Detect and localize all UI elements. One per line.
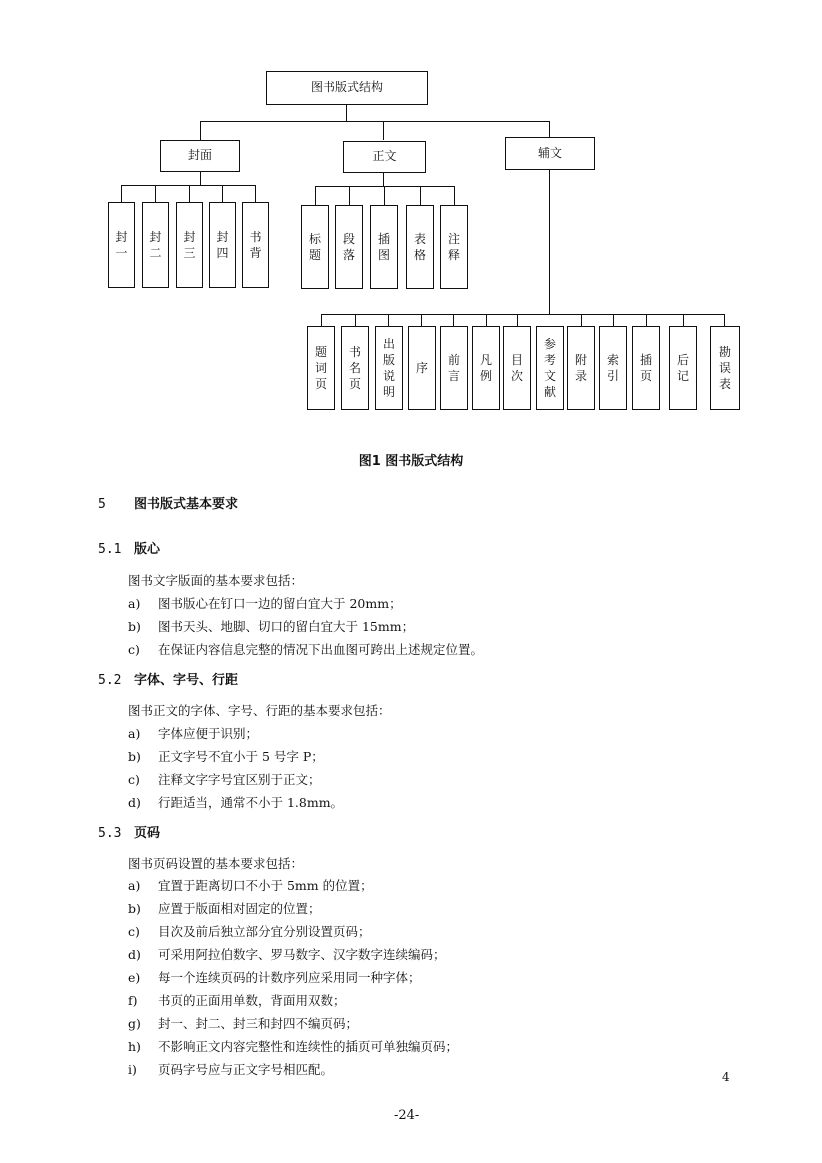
stacked-label: 封四 (216, 230, 229, 260)
list-marker: g) (128, 1016, 141, 1031)
list-item-text: 注释文字字号宜区别于正文； (158, 772, 321, 787)
diagram-node-body: 正文 (343, 141, 426, 173)
list-item (128, 876, 373, 894)
list-marker: a) (128, 726, 141, 741)
list-item-text: 目次及前后独立部分宜分别设置页码； (158, 924, 371, 939)
list-item-text: 应置于版面相对固定的位置； (158, 901, 321, 916)
list-item-text: 不影响正文内容完整性和连续性的插页可单独编页码； (158, 1039, 459, 1054)
connector-line (581, 314, 582, 326)
list-item (128, 770, 321, 788)
diagram-node-notes (440, 205, 468, 289)
list-item-text: 字体应便于识别； (158, 726, 259, 741)
connector-line (683, 314, 684, 326)
stacked-label: 目次 (510, 353, 523, 383)
list-item-text: 图书版心在钉口一边的留白宜大于 20mm； (158, 596, 402, 611)
connector-line (189, 185, 190, 202)
list-item (128, 922, 371, 940)
stacked-label: 题词页 (314, 345, 327, 391)
stacked-label: 封三 (183, 230, 196, 260)
connector-line (486, 314, 487, 326)
list-marker: c) (128, 772, 140, 787)
subsection-number: 5.3 (98, 826, 122, 841)
list-item (128, 594, 402, 612)
list-item-text: 页码字号应与正文字号相匹配。 (158, 1062, 334, 1077)
section-title: 图书版式基本要求 (134, 497, 239, 512)
subsection-title: 字体、字号、行距 (134, 673, 239, 688)
diagram-node-spine (242, 202, 269, 288)
connector-line (222, 185, 223, 202)
paragraph: 图书文字版面的基本要求包括： (128, 573, 304, 588)
stacked-label: 勘误表 (718, 345, 731, 391)
diagram-node-cover-2 (142, 202, 169, 288)
connector-line (517, 314, 518, 326)
connector-line (613, 314, 614, 326)
diagram-node-title (301, 205, 329, 289)
list-item-text: 封一、封二、封三和封四不编页码； (158, 1016, 359, 1031)
paragraph: 图书页码设置的基本要求包括： (128, 856, 304, 871)
connector-line (724, 314, 725, 326)
connector-line (383, 173, 384, 187)
diagram-node-appendix (567, 326, 595, 410)
connector-line (384, 186, 385, 205)
stacked-label: 附录 (574, 353, 587, 383)
list-item-text: 正文字号不宜小于 5 号字 P； (158, 749, 324, 764)
stacked-label: 段落 (342, 232, 355, 262)
stacked-label: 索引 (606, 353, 619, 383)
subsection-number: 5.1 (98, 542, 122, 557)
diagram-node-paragraph (335, 205, 363, 289)
list-item-text: 图书天头、地脚、切口的留白宜大于 15mm； (158, 619, 415, 634)
diagram-node-references (536, 326, 564, 410)
list-marker: e) (128, 970, 141, 985)
diagram-node-cover-4 (209, 202, 236, 288)
list-marker: f) (128, 993, 138, 1008)
list-item (128, 617, 414, 635)
connector-line (346, 105, 347, 122)
connector-line (646, 314, 647, 326)
diagram-node-foreword (440, 326, 468, 410)
connector-line (420, 186, 421, 205)
diagram-node-publisher-note (375, 326, 403, 410)
diagram-node-index (599, 326, 627, 410)
stacked-label: 书名页 (348, 345, 361, 391)
diagram-node-contents (503, 326, 531, 410)
stacked-label: 出版说明 (382, 337, 395, 399)
diagram-node-title-page (341, 326, 369, 410)
stacked-label: 封二 (149, 230, 162, 260)
connector-line (388, 314, 389, 326)
diagram-node-conventions (472, 326, 500, 410)
list-marker: b) (128, 619, 141, 634)
list-item (128, 1037, 458, 1055)
list-marker: b) (128, 749, 141, 764)
connector-line (453, 314, 454, 326)
list-item (128, 640, 483, 658)
list-marker: c) (128, 642, 140, 657)
diagram-node-errata (710, 326, 740, 410)
paragraph: 图书正文的字体、字号、行距的基本要求包括： (128, 703, 391, 718)
subsection-title: 页码 (134, 826, 161, 841)
stacked-label: 书背 (249, 230, 262, 260)
section-heading (98, 493, 238, 512)
stacked-label: 前言 (447, 353, 460, 383)
list-marker: b) (128, 901, 141, 916)
list-item (128, 724, 258, 742)
stacked-label: 注释 (447, 232, 460, 262)
diagram-node-insert-page (632, 326, 660, 410)
figure-caption: 图1 图书版式结构 (358, 454, 464, 469)
connector-line (349, 186, 350, 205)
connector-line (121, 185, 122, 202)
stacked-label: 后记 (676, 353, 689, 383)
stacked-label: 插图 (377, 232, 390, 262)
diagram-node-cover: 封面 (160, 140, 240, 172)
diagram-node-dedication-page (307, 326, 335, 410)
list-marker: d) (128, 947, 141, 962)
connector-line (321, 314, 725, 315)
footer-page-number: -24- (394, 1108, 420, 1123)
list-item-text: 宜置于距离切口不小于 5mm 的位置； (158, 878, 373, 893)
page-number: 4 (722, 1070, 730, 1084)
list-item (128, 1060, 333, 1078)
stacked-label: 插页 (639, 353, 652, 383)
diagram-node-preface (408, 326, 436, 410)
diagram-node-illustration (370, 205, 398, 289)
list-marker: a) (128, 596, 141, 611)
list-marker: i) (128, 1062, 137, 1077)
list-item (128, 991, 346, 1009)
list-item (128, 1014, 358, 1032)
stacked-label: 序 (415, 361, 428, 375)
connector-line (355, 314, 356, 326)
diagram-node-cover-3 (176, 202, 203, 288)
section-number: 5 (98, 497, 106, 512)
diagram-root-node: 图书版式结构 (266, 71, 428, 105)
list-item (128, 899, 321, 917)
list-item (128, 747, 324, 765)
stacked-label: 参考文献 (543, 337, 556, 399)
list-item (128, 945, 446, 963)
stacked-label: 凡例 (479, 353, 492, 383)
list-item-text: 行距适当，通常不小于 1.8mm。 (158, 795, 344, 810)
list-item-text: 每一个连续页码的计数序列应采用同一种字体； (158, 970, 421, 985)
connector-line (454, 186, 455, 205)
list-item-text: 书页的正面用单数，背面用双数； (158, 993, 346, 1008)
subsection-number: 5.2 (98, 673, 122, 688)
book-format-structure-diagram (0, 0, 822, 420)
list-item (128, 968, 421, 986)
list-item-text: 可采用阿拉伯数字、罗马数字、汉字数字连续编码； (158, 947, 446, 962)
list-marker: c) (128, 924, 140, 939)
diagram-node-afterword (669, 326, 697, 410)
list-item (128, 793, 343, 811)
connector-line (255, 185, 256, 202)
connector-line (549, 170, 550, 315)
connector-line (421, 314, 422, 326)
subsection-heading (98, 822, 160, 841)
connector-line (200, 172, 201, 186)
diagram-node-auxiliary: 辅文 (505, 137, 595, 170)
diagram-node-cover-1 (108, 202, 135, 288)
connector-line (383, 121, 384, 140)
connector-line (155, 185, 156, 202)
subsection-heading (98, 538, 160, 557)
list-marker: h) (128, 1039, 141, 1054)
diagram-node-table (406, 205, 434, 289)
stacked-label: 表格 (413, 232, 426, 262)
list-item-text: 在保证内容信息完整的情况下出血图可跨出上述规定位置。 (158, 642, 484, 657)
stacked-label: 封一 (115, 230, 128, 260)
subsection-title: 版心 (134, 542, 161, 557)
connector-line (321, 314, 322, 326)
list-marker: d) (128, 795, 141, 810)
stacked-label: 标题 (308, 232, 321, 262)
connector-line (200, 121, 201, 140)
connector-line (315, 186, 316, 205)
connector-line (200, 121, 550, 122)
list-marker: a) (128, 878, 141, 893)
subsection-heading (98, 669, 238, 688)
